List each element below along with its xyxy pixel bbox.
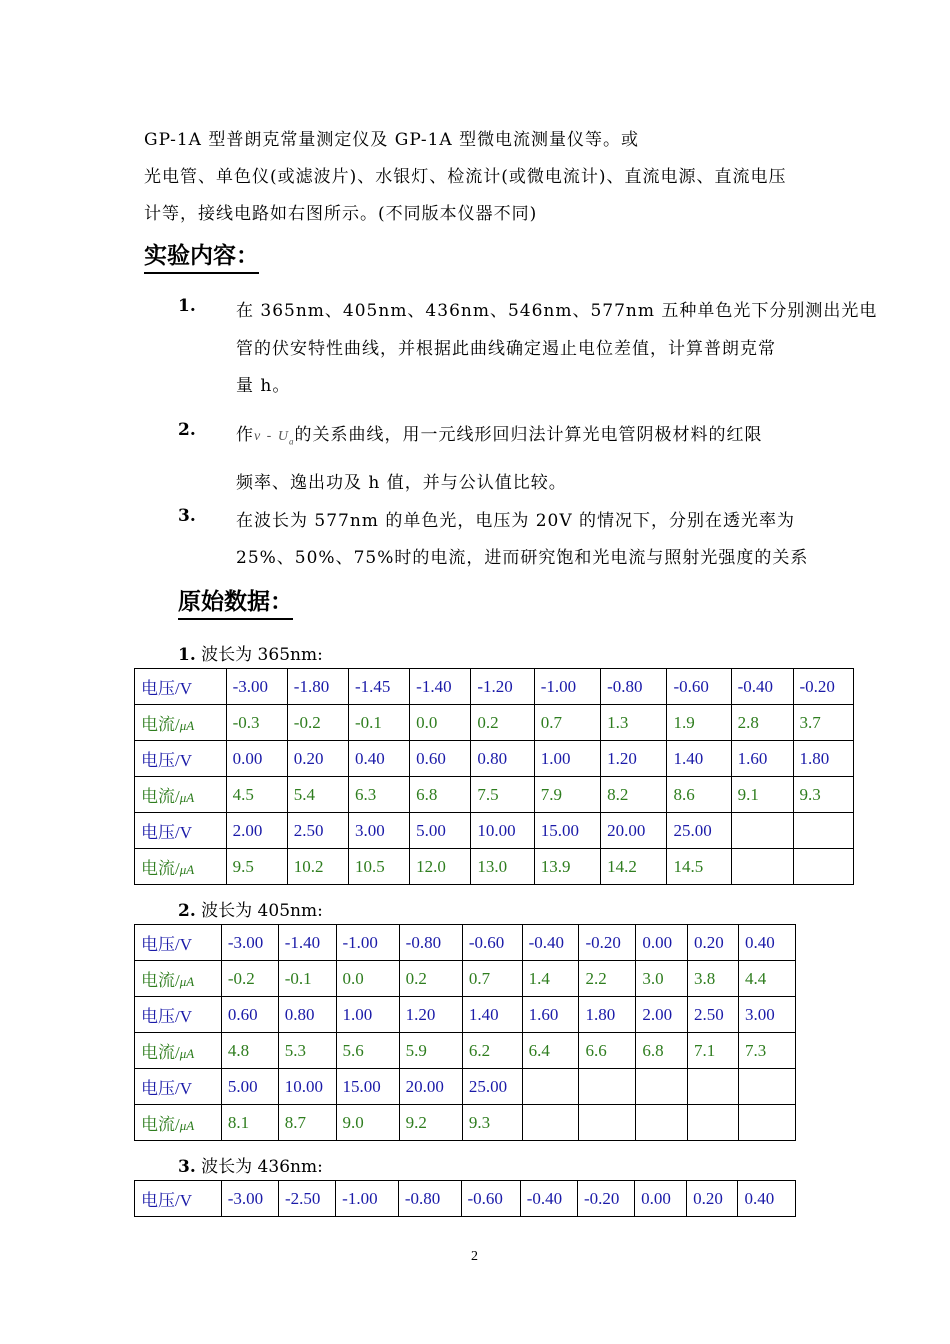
current-cell: 1.3: [601, 705, 667, 741]
data-table-436nm: [134, 1180, 796, 1217]
voltage-cell: [579, 1069, 636, 1105]
voltage-cell: -0.20: [793, 669, 854, 705]
voltage-row-label: 电压/V: [135, 1181, 222, 1217]
voltage-cell: [738, 1069, 795, 1105]
list-item-line: 管的伏安特性曲线，并根据此曲线确定遏止电位差值，计算普朗克常: [236, 339, 776, 359]
current-cell: 4.5: [226, 777, 287, 813]
current-cell: 2.8: [731, 705, 793, 741]
current-cell: 13.0: [471, 849, 534, 885]
current-cell: 13.9: [534, 849, 600, 885]
current-cell: 8.6: [667, 777, 731, 813]
current-cell: 7.5: [471, 777, 534, 813]
voltage-cell: 0.20: [687, 925, 738, 961]
table-row: [135, 669, 854, 705]
voltage-cell: 3.00: [738, 997, 795, 1033]
list-number: 2.: [178, 420, 196, 440]
voltage-cell: -2.50: [278, 1181, 335, 1217]
voltage-cell: 0.00: [636, 925, 688, 961]
current-label-prefix: 电流/: [141, 715, 180, 734]
list-item-line: 25%、50%、75%时的电流，进而研究饱和光电流与照射光强度的关系: [236, 548, 809, 568]
current-cell: 2.2: [579, 961, 636, 997]
voltage-cell: 1.20: [601, 741, 667, 777]
current-cell: [793, 849, 854, 885]
voltage-cell: 0.60: [221, 997, 278, 1033]
current-unit: μA: [179, 862, 195, 877]
current-cell: 1.9: [667, 705, 731, 741]
voltage-cell: -0.80: [399, 925, 462, 961]
current-cell: 0.2: [471, 705, 534, 741]
table-row: [135, 777, 854, 813]
voltage-cell: -3.00: [221, 925, 278, 961]
voltage-cell: -0.40: [520, 1181, 577, 1217]
current-cell: 9.1: [731, 777, 793, 813]
current-cell: 10.2: [287, 849, 348, 885]
voltage-row-label: 电压/V: [135, 1069, 222, 1105]
current-cell: 1.4: [522, 961, 579, 997]
voltage-cell: 1.80: [793, 741, 854, 777]
table-row: [135, 1105, 796, 1141]
table-caption-405nm: [178, 896, 323, 921]
voltage-cell: -1.00: [336, 1181, 399, 1217]
intro-line-1: GP-1A 型普朗克常量测定仪及 GP-1A 型微电流测量仪等。或: [144, 130, 640, 150]
voltage-cell: 0.40: [348, 741, 409, 777]
table-row: [135, 961, 796, 997]
current-cell: 9.3: [462, 1105, 522, 1141]
voltage-cell: 0.00: [635, 1181, 687, 1217]
current-cell: 8.7: [278, 1105, 336, 1141]
voltage-subscript: a: [288, 436, 295, 447]
intro-line-2: 光电管、单色仪(或滤波片)、水银灯、检流计(或微电流计)、直流电源、直流电压: [144, 167, 787, 187]
current-cell: 3.8: [687, 961, 738, 997]
current-label-prefix: 电流/: [141, 787, 180, 806]
current-cell: 7.1: [687, 1033, 738, 1069]
voltage-row-label: 电压/V: [135, 813, 227, 849]
list-number: 3.: [178, 506, 196, 526]
current-cell: 5.4: [287, 777, 348, 813]
table-caption-text: 波长为 365nm:: [195, 645, 323, 665]
voltage-cell: [522, 1069, 579, 1105]
table-row: [135, 741, 854, 777]
voltage-cell: -0.60: [667, 669, 731, 705]
current-cell: 3.7: [793, 705, 854, 741]
voltage-cell: 0.20: [287, 741, 348, 777]
list-item-line: 量 h。: [236, 376, 291, 396]
voltage-cell: 15.00: [534, 813, 600, 849]
voltage-row-label: 电压/V: [135, 741, 227, 777]
table-caption-365nm: [178, 640, 323, 665]
voltage-cell: 0.20: [687, 1181, 738, 1217]
list-number: 1.: [178, 296, 196, 316]
current-row-label: [135, 705, 227, 741]
voltage-cell: 20.00: [399, 1069, 462, 1105]
voltage-cell: 20.00: [601, 813, 667, 849]
current-row-label: [135, 1033, 222, 1069]
table-caption-text: 波长为 436nm:: [195, 1157, 323, 1177]
table-number: 1.: [178, 645, 196, 665]
voltage-cell: 25.00: [462, 1069, 522, 1105]
data-table-405nm: [134, 924, 796, 1141]
current-unit: μA: [179, 718, 195, 733]
voltage-cell: [636, 1069, 688, 1105]
voltage-cell: -0.20: [577, 1181, 634, 1217]
voltage-cell: -1.20: [471, 669, 534, 705]
current-cell: 0.0: [336, 961, 399, 997]
current-cell: 6.6: [579, 1033, 636, 1069]
voltage-cell: 1.20: [399, 997, 462, 1033]
voltage-cell: 10.00: [278, 1069, 336, 1105]
current-row-label: [135, 1105, 222, 1141]
voltage-cell: [731, 813, 793, 849]
current-cell: [731, 849, 793, 885]
current-unit: μA: [179, 1046, 195, 1061]
current-unit: μA: [179, 790, 195, 805]
current-cell: 8.1: [221, 1105, 278, 1141]
table-row: [135, 997, 796, 1033]
current-cell: -0.1: [278, 961, 336, 997]
voltage-cell: 1.40: [667, 741, 731, 777]
current-row-label: [135, 777, 227, 813]
voltage-cell: -0.80: [398, 1181, 461, 1217]
voltage-cell: 0.80: [278, 997, 336, 1033]
table-number: 2.: [178, 901, 196, 921]
list-item-line: [236, 420, 762, 446]
voltage-cell: -0.40: [731, 669, 793, 705]
current-cell: 9.2: [399, 1105, 462, 1141]
voltage-cell: -0.80: [601, 669, 667, 705]
current-label-prefix: 电流/: [141, 859, 180, 878]
table-row: [135, 849, 854, 885]
voltage-cell: -1.00: [336, 925, 399, 961]
current-cell: 5.3: [278, 1033, 336, 1069]
current-cell: 6.4: [522, 1033, 579, 1069]
list-item-line: 在波长为 577nm 的单色光，电压为 20V 的情况下，分别在透光率为: [236, 511, 796, 531]
voltage-cell: 1.00: [534, 741, 600, 777]
voltage-row-label: 电压/V: [135, 997, 222, 1033]
voltage-cell: -1.00: [534, 669, 600, 705]
voltage-cell: 2.50: [287, 813, 348, 849]
current-cell: 6.3: [348, 777, 409, 813]
current-label-prefix: 电流/: [141, 1043, 180, 1062]
voltage-cell: 0.60: [410, 741, 471, 777]
current-row-label: [135, 849, 227, 885]
voltage-cell: -1.40: [410, 669, 471, 705]
current-unit: μA: [179, 1118, 195, 1133]
formula-suffix: 的关系曲线，用一元线形回归法计算光电管阴极材料的红限: [294, 425, 763, 445]
current-cell: 3.0: [636, 961, 688, 997]
voltage-cell: 10.00: [471, 813, 534, 849]
current-cell: [579, 1105, 636, 1141]
current-cell: 14.2: [601, 849, 667, 885]
page-number: 2: [471, 1249, 478, 1264]
voltage-cell: -0.60: [461, 1181, 520, 1217]
current-cell: 8.2: [601, 777, 667, 813]
current-cell: 4.4: [738, 961, 795, 997]
table-caption-text: 波长为 405nm:: [195, 901, 323, 921]
current-cell: -0.2: [287, 705, 348, 741]
current-cell: -0.2: [221, 961, 278, 997]
voltage-cell: 1.80: [579, 997, 636, 1033]
current-label-prefix: 电流/: [141, 1115, 180, 1134]
voltage-cell: 1.60: [522, 997, 579, 1033]
current-cell: 7.3: [738, 1033, 795, 1069]
voltage-cell: -0.60: [462, 925, 522, 961]
voltage-cell: 15.00: [336, 1069, 399, 1105]
voltage-cell: 2.50: [687, 997, 738, 1033]
current-unit: μA: [179, 974, 195, 989]
current-cell: 9.0: [336, 1105, 399, 1141]
voltage-cell: -3.00: [221, 1181, 278, 1217]
current-cell: 9.3: [793, 777, 854, 813]
current-cell: 9.5: [226, 849, 287, 885]
voltage-cell: -0.40: [522, 925, 579, 961]
current-cell: 0.7: [462, 961, 522, 997]
voltage-cell: 3.00: [348, 813, 409, 849]
current-cell: 6.8: [636, 1033, 688, 1069]
voltage-row-label: 电压/V: [135, 669, 227, 705]
voltage-cell: 5.00: [221, 1069, 278, 1105]
voltage-cell: 1.00: [336, 997, 399, 1033]
table-row: [135, 813, 854, 849]
voltage-cell: 0.40: [738, 1181, 796, 1217]
current-cell: 4.8: [221, 1033, 278, 1069]
voltage-symbol: U: [277, 429, 289, 444]
list-item-line: 在 365nm、405nm、436nm、546nm、577nm 五种单色光下分别测出光电: [236, 301, 878, 321]
current-cell: 0.7: [534, 705, 600, 741]
current-cell: 5.9: [399, 1033, 462, 1069]
data-table-365nm: [134, 668, 854, 885]
current-cell: [522, 1105, 579, 1141]
table-row: [135, 925, 796, 961]
current-cell: 0.0: [410, 705, 471, 741]
current-cell: [636, 1105, 688, 1141]
table-row: [135, 705, 854, 741]
section-heading-raw-data: 原始数据：: [178, 588, 293, 620]
voltage-cell: 0.00: [226, 741, 287, 777]
current-cell: 12.0: [410, 849, 471, 885]
current-cell: 7.9: [534, 777, 600, 813]
voltage-cell: -1.45: [348, 669, 409, 705]
voltage-cell: 2.00: [636, 997, 688, 1033]
current-cell: 14.5: [667, 849, 731, 885]
current-cell: 0.2: [399, 961, 462, 997]
current-cell: 5.6: [336, 1033, 399, 1069]
table-number: 3.: [178, 1157, 196, 1177]
section-heading-experiment-content: 实验内容：: [144, 242, 259, 274]
voltage-row-label: 电压/V: [135, 925, 222, 961]
voltage-cell: [793, 813, 854, 849]
voltage-cell: 2.00: [226, 813, 287, 849]
voltage-cell: -0.20: [579, 925, 636, 961]
voltage-cell: 0.80: [471, 741, 534, 777]
formula-dash: -: [261, 428, 278, 444]
current-label-prefix: 电流/: [141, 971, 180, 990]
current-cell: 6.2: [462, 1033, 522, 1069]
current-cell: [687, 1105, 738, 1141]
current-cell: 10.5: [348, 849, 409, 885]
table-caption-436nm: [178, 1152, 323, 1177]
formula-prefix: 作: [236, 425, 254, 445]
voltage-cell: -1.80: [287, 669, 348, 705]
voltage-cell: 1.60: [731, 741, 793, 777]
current-row-label: [135, 961, 222, 997]
voltage-cell: -1.40: [278, 925, 336, 961]
voltage-cell: 0.40: [738, 925, 795, 961]
voltage-cell: -3.00: [226, 669, 287, 705]
current-cell: 6.8: [410, 777, 471, 813]
current-cell: -0.3: [226, 705, 287, 741]
list-item-line: 频率、逸出功及 h 值，并与公认值比较。: [236, 473, 567, 493]
voltage-cell: [687, 1069, 738, 1105]
frequency-symbol: ν: [254, 429, 262, 444]
voltage-cell: 25.00: [667, 813, 731, 849]
current-cell: [738, 1105, 795, 1141]
intro-line-3: 计等，接线电路如右图所示。(不同版本仪器不同): [144, 204, 538, 224]
voltage-cell: 5.00: [410, 813, 471, 849]
table-row: [135, 1033, 796, 1069]
current-cell: -0.1: [348, 705, 409, 741]
table-row: [135, 1069, 796, 1105]
voltage-cell: 1.40: [462, 997, 522, 1033]
table-row: [135, 1181, 796, 1217]
